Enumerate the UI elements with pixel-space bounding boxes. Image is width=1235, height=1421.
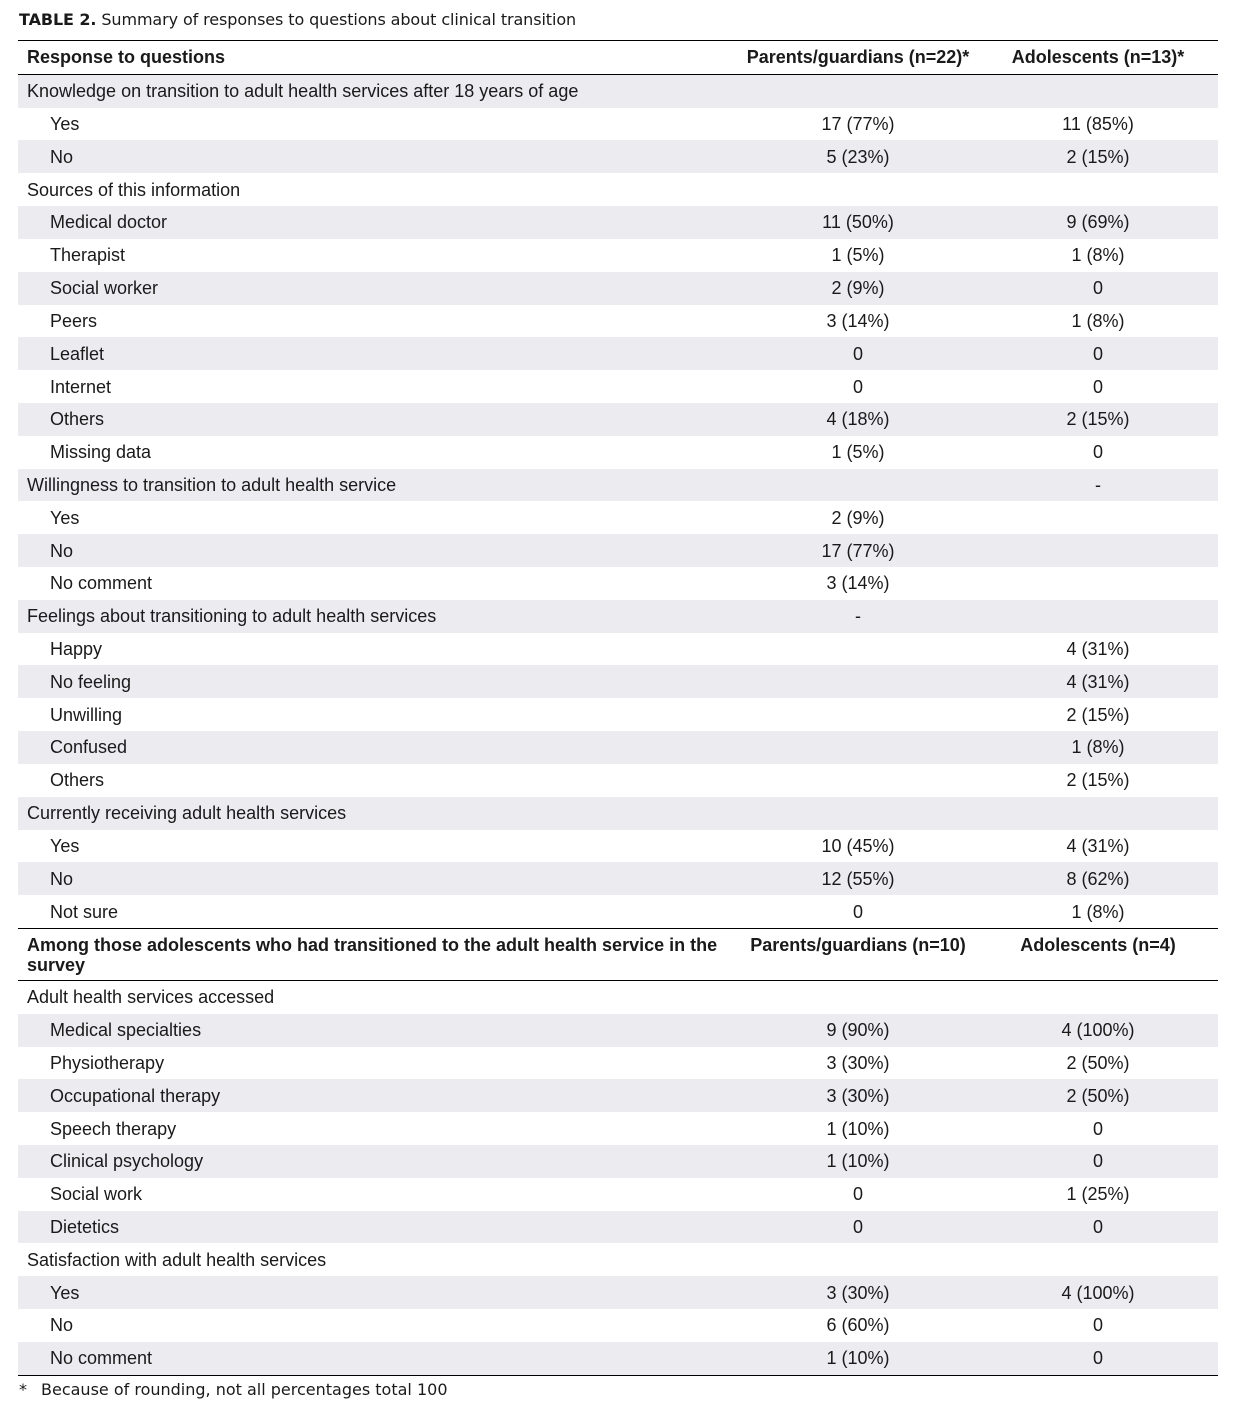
table-row	[18, 764, 1218, 797]
category-row	[18, 1243, 1218, 1276]
parents-value: 9 (90%)	[738, 1014, 978, 1047]
parents-value: 0	[852, 1184, 863, 1205]
row-label: No	[50, 1315, 74, 1336]
table-header-row	[18, 41, 1218, 75]
parents-value	[738, 74, 978, 107]
header-parents-guardians: Parents/guardians (n=22)*	[738, 41, 978, 75]
footnote-text: Because of rounding, not all percentages total 100	[41, 1380, 448, 1399]
table-row	[18, 370, 1218, 403]
adolescents-value: 0	[978, 272, 1218, 305]
table-row	[18, 436, 1218, 469]
parents-value: 0	[852, 376, 863, 397]
adolescents-value: 4 (31%)	[978, 665, 1218, 698]
row-label: Others	[50, 770, 105, 791]
adolescents-value: 2 (50%)	[978, 1079, 1218, 1112]
adolescents-value	[978, 534, 1218, 567]
table-row	[18, 1342, 1218, 1375]
row-label: Yes	[18, 1276, 738, 1309]
adolescents-value	[978, 501, 1218, 534]
adolescents-value: 0	[978, 1145, 1218, 1178]
parents-value	[738, 764, 978, 797]
table-row	[18, 206, 1218, 239]
adolescents-value	[978, 173, 1218, 206]
adolescents-value: 4 (31%)	[1066, 639, 1130, 660]
parents-value: 17 (77%)	[821, 114, 895, 135]
table-row	[18, 239, 1218, 272]
table-row	[18, 1145, 1218, 1178]
footnote-mark: *	[19, 1380, 27, 1399]
row-label: Dietetics	[18, 1211, 738, 1244]
row-label: No comment	[50, 573, 153, 594]
row-label: Willingness to transition to adult health service	[18, 469, 738, 502]
parents-value: 0	[852, 901, 863, 922]
parents-value: 2 (9%)	[738, 272, 978, 305]
row-label: Missing data	[50, 442, 152, 463]
row-label: Yes	[50, 835, 80, 856]
header-transitioned-group: Among those adolescents who had transitioned to the adult health service in the survey	[18, 928, 738, 980]
table-caption-label: TABLE 2.	[19, 10, 97, 29]
table-row	[18, 1047, 1218, 1080]
category-row	[18, 173, 1218, 206]
adolescents-value: 1 (8%)	[1071, 901, 1125, 922]
row-label: Knowledge on transition to adult health services after 18 years of age	[18, 74, 738, 107]
table-row	[18, 501, 1218, 534]
adolescents-value: 0	[1092, 442, 1103, 463]
row-label: Social work	[50, 1184, 143, 1205]
parents-value	[738, 633, 978, 666]
parents-value	[738, 797, 978, 830]
table-row	[18, 1014, 1218, 1047]
parents-value: 3 (30%)	[738, 1276, 978, 1309]
row-label: Satisfaction with adult health services	[27, 1249, 327, 1270]
row-label: No feeling	[18, 665, 738, 698]
adolescents-value	[978, 600, 1218, 633]
table-row	[18, 895, 1218, 928]
parents-value	[738, 665, 978, 698]
parents-value: 3 (30%)	[738, 1079, 978, 1112]
category-row	[18, 980, 1218, 1013]
parents-value: 5 (23%)	[738, 140, 978, 173]
table-row	[18, 633, 1218, 666]
table-row	[18, 731, 1218, 764]
adolescents-value: 2 (50%)	[1066, 1052, 1130, 1073]
table-caption-text: Summary of responses to questions about clinical transition	[101, 10, 577, 29]
adolescents-value: 0	[1092, 1315, 1103, 1336]
parents-value: 1 (10%)	[738, 1145, 978, 1178]
row-label: Unwilling	[50, 704, 123, 725]
table-row	[18, 1211, 1218, 1244]
adolescents-value: 4 (100%)	[978, 1014, 1218, 1047]
parents-value: 11 (50%)	[738, 206, 978, 239]
adolescents-value: 9 (69%)	[978, 206, 1218, 239]
row-label: Speech therapy	[50, 1118, 177, 1139]
adolescents-value: 1 (8%)	[978, 731, 1218, 764]
adolescents-value	[978, 980, 1218, 1013]
parents-value: 10 (45%)	[821, 835, 895, 856]
table-row	[18, 108, 1218, 141]
parents-value	[738, 698, 978, 731]
table-footnote	[19, 1379, 448, 1401]
parents-value: 1 (5%)	[831, 442, 885, 463]
adolescents-value: 1 (8%)	[1071, 310, 1125, 331]
category-row	[18, 797, 1218, 830]
table-row	[18, 567, 1218, 600]
table-row	[18, 1309, 1218, 1342]
parents-value: 1 (10%)	[826, 1118, 890, 1139]
subgroup-header-row	[18, 928, 1218, 980]
table-row	[18, 337, 1218, 370]
adolescents-value: 11 (85%)	[1062, 114, 1134, 135]
row-label: Internet	[50, 376, 112, 397]
table-row	[18, 403, 1218, 436]
parents-value	[738, 173, 978, 206]
row-label: No	[18, 140, 738, 173]
row-label: Yes	[50, 114, 80, 135]
adolescents-value: 0	[978, 337, 1218, 370]
parents-value: 0	[738, 1211, 978, 1244]
table-row	[18, 534, 1218, 567]
row-label: Physiotherapy	[50, 1052, 165, 1073]
parents-value	[738, 980, 978, 1013]
row-label: Sources of this information	[27, 179, 241, 200]
adolescents-value: 1 (25%)	[1066, 1184, 1130, 1205]
table-row	[18, 1112, 1218, 1145]
row-label: Not sure	[50, 901, 119, 922]
adolescents-value: 2 (15%)	[1066, 704, 1130, 725]
parents-value: 12 (55%)	[738, 862, 978, 895]
table-row	[18, 830, 1218, 863]
adolescents-value	[978, 797, 1218, 830]
adolescents-value: 1 (8%)	[1071, 245, 1125, 266]
header-response-to-questions: Response to questions	[18, 41, 738, 75]
row-label: Social worker	[18, 272, 738, 305]
header-adolescents-n4: Adolescents (n=4)	[978, 928, 1218, 980]
category-row	[18, 469, 1218, 502]
adolescents-value: 4 (31%)	[1066, 835, 1130, 856]
header-parents-guardians-n10: Parents/guardians (n=10)	[738, 928, 978, 980]
row-label: Currently receiving adult health services	[18, 797, 738, 830]
adolescents-value: 0	[978, 1342, 1218, 1375]
row-label: Medical specialties	[18, 1014, 738, 1047]
category-row	[18, 74, 1218, 107]
parents-value: 0	[738, 337, 978, 370]
row-label: Yes	[50, 507, 80, 528]
adolescents-value	[978, 1243, 1218, 1276]
table-row	[18, 665, 1218, 698]
row-label: Feelings about transitioning to adult health services	[18, 600, 738, 633]
table-row	[18, 272, 1218, 305]
parents-value: 3 (14%)	[826, 573, 890, 594]
adolescents-value	[978, 74, 1218, 107]
parents-value: 17 (77%)	[738, 534, 978, 567]
row-label: No	[18, 534, 738, 567]
table-row	[18, 140, 1218, 173]
adolescents-value: 0	[978, 1211, 1218, 1244]
responses-table	[18, 40, 1218, 1376]
row-label: No comment	[18, 1342, 738, 1375]
table-row	[18, 1178, 1218, 1211]
row-label: No	[18, 862, 738, 895]
row-label: Clinical psychology	[18, 1145, 738, 1178]
parents-value: 1 (5%)	[831, 245, 885, 266]
row-label: Therapist	[50, 245, 126, 266]
table-row	[18, 1276, 1218, 1309]
adolescents-value: -	[978, 469, 1218, 502]
category-row	[18, 600, 1218, 633]
adolescents-value: 4 (100%)	[978, 1276, 1218, 1309]
adolescents-value: 0	[1092, 1118, 1103, 1139]
parents-value: 3 (14%)	[826, 310, 890, 331]
row-label: Happy	[50, 639, 103, 660]
table-row	[18, 698, 1218, 731]
row-label: Peers	[50, 310, 98, 331]
parents-value: 3 (30%)	[826, 1052, 890, 1073]
row-label: Adult health services accessed	[27, 987, 275, 1008]
table-caption	[19, 9, 576, 31]
adolescents-value	[978, 567, 1218, 600]
table-row	[18, 1079, 1218, 1112]
row-label: Occupational therapy	[18, 1079, 738, 1112]
parents-value: 4 (18%)	[738, 403, 978, 436]
adolescents-value: 0	[1092, 376, 1103, 397]
parents-value	[738, 731, 978, 764]
parents-value	[738, 1243, 978, 1276]
row-label: Confused	[18, 731, 738, 764]
parents-value: 2 (9%)	[831, 507, 885, 528]
adolescents-value: 8 (62%)	[978, 862, 1218, 895]
parents-value: 6 (60%)	[826, 1315, 890, 1336]
adolescents-value: 2 (15%)	[1066, 770, 1130, 791]
parents-value: -	[738, 600, 978, 633]
header-adolescents: Adolescents (n=13)*	[978, 41, 1218, 75]
table-row	[18, 305, 1218, 338]
parents-value	[738, 469, 978, 502]
adolescents-value: 2 (15%)	[978, 403, 1218, 436]
parents-value: 1 (10%)	[738, 1342, 978, 1375]
row-label: Others	[18, 403, 738, 436]
row-label: Medical doctor	[18, 206, 738, 239]
row-label: Leaflet	[18, 337, 738, 370]
adolescents-value: 2 (15%)	[978, 140, 1218, 173]
table-row	[18, 862, 1218, 895]
